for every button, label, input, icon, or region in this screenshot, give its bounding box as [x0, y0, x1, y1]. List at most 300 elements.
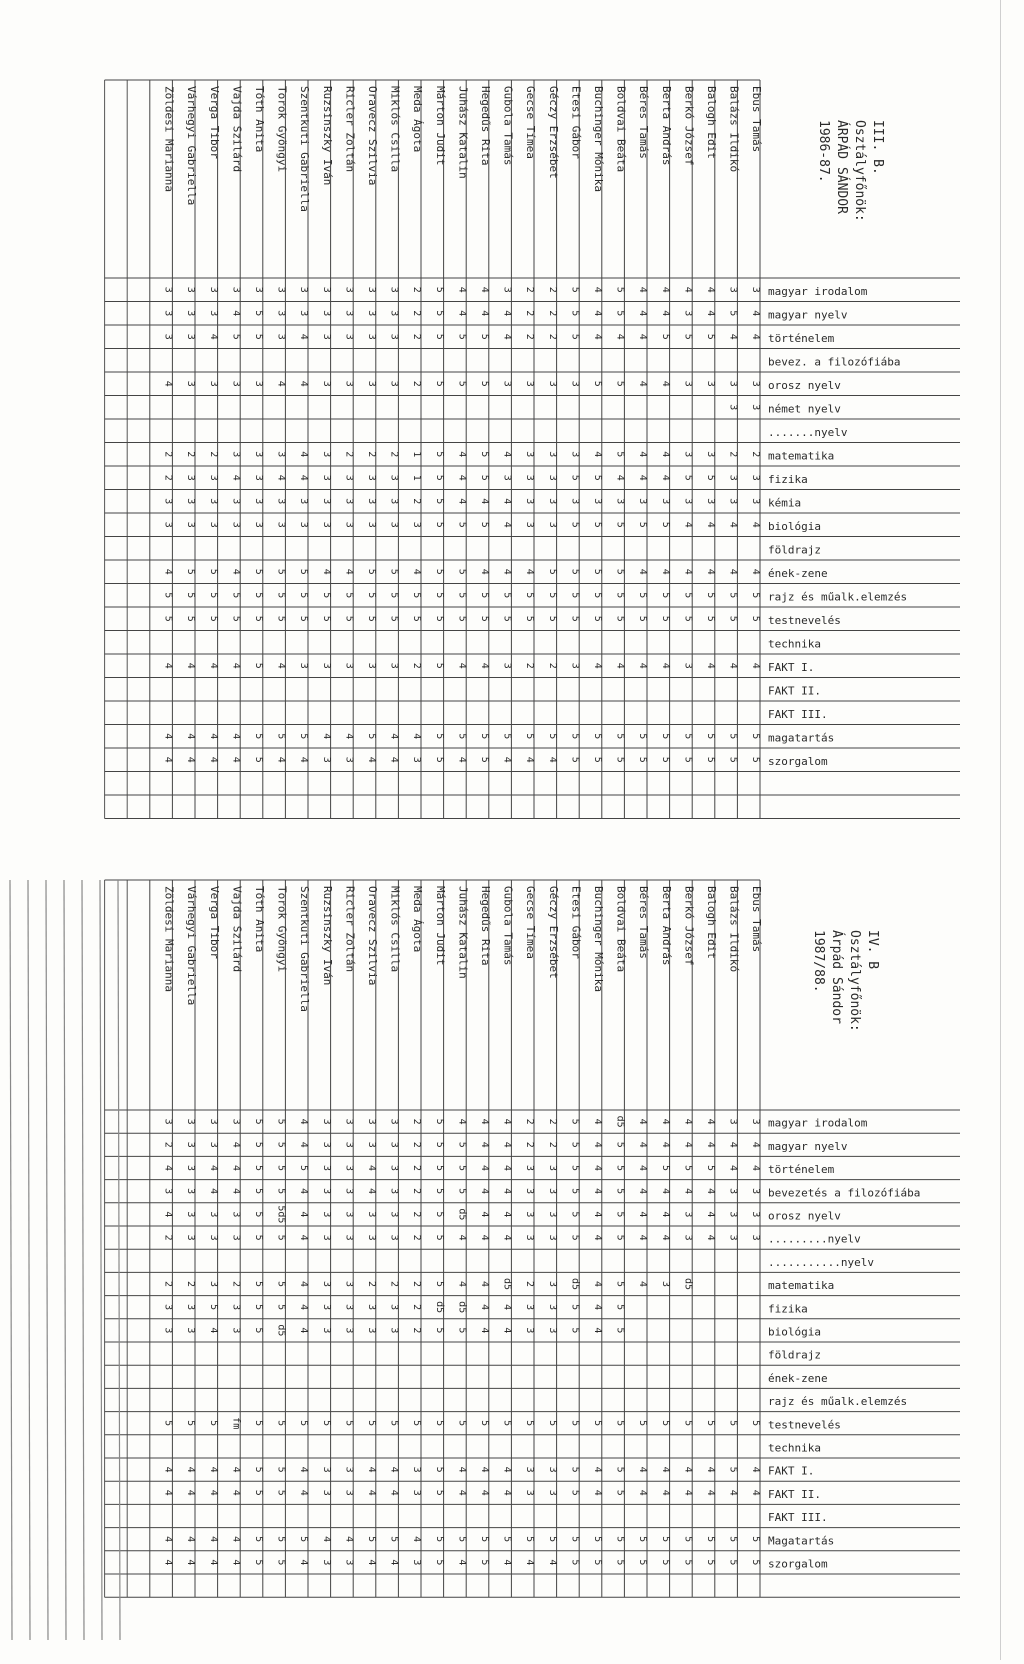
sheet1-grade-cell: 4	[592, 286, 604, 293]
sheet1-subject-label: fizika	[768, 472, 808, 486]
sheet2-subject-label: FAKT III.	[768, 1511, 828, 1525]
sheet1-grade-cell: 5	[456, 568, 468, 575]
sheet1-grade-cell: 5	[592, 756, 604, 763]
sheet2-grade-cell: 5	[569, 1141, 581, 1148]
sheet2-grade-cell: 3	[750, 1211, 762, 1218]
sheet1-student-name: Szentkuti Gabriella	[298, 86, 312, 212]
sheet1-grade-cell: 5	[207, 568, 219, 575]
sheet1-grade-cell: 3	[207, 286, 219, 293]
sheet1-grade-cell: 2	[185, 451, 197, 458]
sheet1-subject-label: testnevelés	[768, 613, 841, 627]
sheet1-grade-cell: 4	[456, 662, 468, 669]
sheet1-grade-cell: 4	[501, 568, 513, 575]
sheet1-grade-cell: 5	[659, 333, 671, 340]
sheet2-grade-cell: 3	[388, 1211, 400, 1218]
sheet1-grade-cell: 3	[253, 474, 265, 481]
sheet1-grade-cell: 5	[659, 733, 671, 740]
sheet1-grade-cell: 5	[343, 592, 355, 599]
sheet1-grade-cell: 3	[207, 380, 219, 387]
sheet2-grade-cell: 3	[207, 1234, 219, 1241]
sheet2-grade-cell: 5	[592, 1559, 604, 1566]
sheet2-grade-cell: 4	[659, 1489, 671, 1496]
sheet2-grade-cell: 4	[659, 1141, 671, 1148]
sheet1-grade-cell: 5	[479, 615, 491, 622]
sheet1-grade-cell: 3	[162, 333, 174, 340]
sheet1-grade-cell: 3	[275, 310, 287, 317]
sheet1-grade-cell: 4	[479, 498, 491, 505]
sheet1-grade-cell: 4	[343, 733, 355, 740]
sheet1-subject-label: kémia	[768, 496, 802, 510]
sheet2-subject-label: FAKT II.	[768, 1487, 821, 1501]
sheet1-grade-cell: 5	[298, 733, 310, 740]
sheet1-grade-cell: 5	[433, 286, 445, 293]
sheet1-grade-cell: 3	[524, 451, 536, 458]
sheet1-subject-label: .......nyelv	[768, 425, 848, 439]
sheet2-grade-cell: 3	[727, 1118, 739, 1125]
sheet1-subject-label: FAKT II.	[768, 684, 821, 698]
sheet1-grade-cell: 5	[750, 592, 762, 599]
sheet1-grade-cell: 4	[637, 474, 649, 481]
sheet2-grade-cell: 3	[750, 1188, 762, 1195]
sheet1-grade-cell: 4	[456, 756, 468, 763]
sheet2-grade-cell: 3	[230, 1234, 242, 1241]
sheet2-grade-cell: 5	[275, 1234, 287, 1241]
sheet2-grade-cell: 3	[682, 1234, 694, 1241]
sheet2-grade-cell: 5	[253, 1420, 265, 1427]
sheet1-grade-cell: 4	[750, 333, 762, 340]
sheet2-grade-cell: 4	[659, 1211, 671, 1218]
sheet2-grade-cell: 3	[411, 1466, 423, 1473]
sheet2-grade-cell: 4	[207, 1536, 219, 1543]
sheet1-grade-cell: 3	[501, 380, 513, 387]
sheet1-grade-cell: 3	[320, 474, 332, 481]
sheet2-grade-cell: 4	[546, 1559, 558, 1566]
sheet2-grade-cell: 5d5	[275, 1205, 287, 1224]
sheet2-grade-cell: d5	[501, 1277, 513, 1291]
sheet1-grade-cell: 5	[185, 615, 197, 622]
sheet1-grade-cell: 5	[592, 568, 604, 575]
sheet2-grade-cell: 5	[479, 1559, 491, 1566]
sheet1-grade-cell: 3	[298, 662, 310, 669]
sheet2-grade-cell: 5	[207, 1420, 219, 1427]
sheet2-grade-cell: 4	[366, 1466, 378, 1473]
sheet1-grade-cell: 4	[546, 756, 558, 763]
sheet2-grade-cell: 3	[320, 1559, 332, 1566]
sheet2-grade-cell: 3	[546, 1280, 558, 1288]
sheet2-grade-cell: 4	[705, 1118, 717, 1125]
sheet2-grade-cell: d5	[456, 1301, 468, 1314]
sheet2-grade-cell: 5	[253, 1536, 265, 1543]
sheet1-grade-cell: 3	[682, 380, 694, 387]
sheet2-grade-cell: 5	[569, 1188, 581, 1195]
sheet1-grade-cell: 5	[207, 592, 219, 599]
sheet1-grade-cell: 3	[524, 521, 536, 528]
sheet2-grade-cell: 2	[162, 1234, 174, 1241]
sheet2-grade-cell: 4	[456, 1466, 468, 1473]
sheet1-grade-cell: 3	[388, 333, 400, 340]
sheet1-student-name: Ruzsinszky Iván	[320, 86, 334, 186]
sheet1-grade-cell: 3	[388, 662, 400, 669]
sheet2-grade-cell: 5	[750, 1420, 762, 1427]
sheet1-grade-cell: 5	[546, 733, 558, 740]
sheet2-grade-cell: 4	[411, 1536, 423, 1543]
sheet2-grade-cell: 3	[388, 1234, 400, 1241]
sheet2-grade-cell: 5	[479, 1536, 491, 1543]
sheet2-grade-cell: 3	[343, 1164, 355, 1172]
sheet1-grade-cell: 3	[275, 451, 287, 458]
sheet1-grade-cell: 5	[524, 592, 536, 599]
sheet1-student-name: Zöldesi Marianna	[162, 86, 176, 192]
sheet1-grade-cell: 3	[501, 286, 513, 293]
sheet2-grade-cell: 5	[456, 1327, 468, 1334]
sheet1-grade-cell: 3	[320, 451, 332, 458]
sheet1-grade-cell: 4	[388, 756, 400, 763]
sheet1-grade-cell: 2	[162, 474, 174, 481]
sheet2-grade-cell: 5	[456, 1536, 468, 1543]
sheet1-student-name: Béres Tamás	[637, 86, 651, 159]
sheet2-grade-cell: 4	[750, 1141, 762, 1148]
sheet1-grade-cell: 4	[750, 521, 762, 528]
sheet1-grade-cell: 4	[592, 451, 604, 458]
sheet1-student-name: Boldvai Beáta	[614, 86, 628, 173]
sheet1-grade-cell: 5	[275, 615, 287, 622]
sheet1-grade-cell: 5	[185, 568, 197, 575]
sheet2-grade-cell: 4	[659, 1466, 671, 1473]
sheet2-grade-cell: 4	[366, 1164, 378, 1172]
sheet1-grade-cell: 5	[727, 733, 739, 740]
sheet1-grade-cell: 5	[433, 733, 445, 740]
sheet1-grade-cell: 4	[637, 286, 649, 293]
sheet1-grade-cell: 4	[659, 310, 671, 317]
sheet2-grade-cell: 5	[569, 1118, 581, 1125]
sheet2-grade-cell: 4	[592, 1234, 604, 1241]
sheet2-grade-cell: 4	[750, 1489, 762, 1496]
sheet2-grade-cell: 3	[388, 1188, 400, 1195]
sheet2-grade-cell: 4	[479, 1327, 491, 1334]
sheet2-student-name: Verga Tibor	[207, 886, 221, 959]
sheet1-grade-cell: 5	[456, 733, 468, 740]
sheet1-grade-cell: 5	[569, 310, 581, 317]
sheet2-grade-cell: 5	[253, 1304, 265, 1311]
sheet1-grade-cell: 5	[479, 451, 491, 458]
sheet1-grade-cell: 4	[162, 568, 174, 575]
sheet2-student-name: Berta András	[659, 886, 673, 966]
sheet2-grade-cell: 5	[275, 1489, 287, 1496]
sheet2-grade-cell: 4	[501, 1304, 513, 1311]
sheet2-grade-cell: 4	[298, 1211, 310, 1218]
sheet2-grade-cell: 4	[727, 1164, 739, 1172]
sheet1-grade-cell: 5	[637, 521, 649, 528]
sheet2-grade-cell: 4	[479, 1211, 491, 1218]
sheet2-grade-cell: 5	[207, 1304, 219, 1311]
sheet1-grade-cell: 5	[501, 733, 513, 740]
sheet2-grade-cell: 5	[614, 1536, 626, 1543]
sheet2-grade-cell: 4	[298, 1304, 310, 1311]
sheet1-grade-cell: 3	[569, 498, 581, 505]
sheet1-student-name: Várhegyi Gabriella	[185, 86, 199, 206]
sheet1-grade-cell: 4	[298, 380, 310, 387]
sheet2-grade-cell: 3	[727, 1188, 739, 1195]
sheet2-grade-cell: 3	[230, 1118, 242, 1125]
sheet2-grade-cell: 4	[479, 1141, 491, 1148]
sheet2-grade-cell: 4	[501, 1118, 513, 1125]
sheet1-grade-cell: 3	[705, 498, 717, 505]
sheet2-grade-cell: 3	[207, 1118, 219, 1125]
sheet2-grade-cell: 4	[501, 1466, 513, 1473]
sheet2-grade-cell: 5	[433, 1420, 445, 1427]
sheet1-grade-cell: 5	[682, 592, 694, 599]
sheet2-student-name: Balázs Ildikó	[727, 886, 741, 973]
sheet1-grade-cell: 3	[750, 474, 762, 481]
sheet1-grade-cell: 5	[569, 521, 581, 528]
sheet1-grade-cell: 5	[569, 286, 581, 293]
binding-rule	[100, 880, 102, 1640]
sheet2-grade-cell: 4	[524, 1559, 536, 1566]
sheet1-grade-cell: 5	[705, 756, 717, 763]
sheet2-grade-cell: 4	[705, 1234, 717, 1241]
sheet2-grade-cell: 4	[207, 1327, 219, 1334]
sheet2-grade-cell: 3	[659, 1280, 671, 1288]
sheet1-grade-cell: 4	[456, 474, 468, 481]
sheet1-grade-cell: 5	[388, 592, 400, 599]
sheet1-grade-cell: 5	[592, 380, 604, 387]
sheet2-grade-cell: 3	[343, 1211, 355, 1218]
sheet1-grade-cell: 3	[727, 286, 739, 293]
sheet1-grade-cell: 4	[682, 521, 694, 528]
sheet2-grade-cell: 4	[456, 1559, 468, 1566]
sheet1-grade-cell: 5	[456, 380, 468, 387]
sheet1-grade-cell: 5	[479, 733, 491, 740]
sheet1-grade-cell: 5	[253, 592, 265, 599]
sheet2-grade-cell: 4	[162, 1536, 174, 1543]
sheet1-grade-cell: 5	[727, 615, 739, 622]
sheet2-grade-cell: 3	[343, 1559, 355, 1566]
sheet1-grade-cell: 3	[727, 498, 739, 505]
sheet1-grade-cell: 4	[637, 568, 649, 575]
sheet2-grade-cell: 3	[320, 1489, 332, 1496]
sheet1-grade-cell: 3	[569, 451, 581, 458]
sheet2-grade-cell: d5	[275, 1324, 287, 1337]
sheet2-grade-cell: 5	[456, 1141, 468, 1148]
sheet2-grade-cell: 4	[479, 1234, 491, 1241]
sheet2-grade-cell: 2	[162, 1141, 174, 1148]
sheet1-grade-cell: 4	[750, 662, 762, 669]
sheet1-grade-cell: 5	[411, 615, 423, 622]
sheet2-student-name: Márton Judit	[433, 886, 447, 966]
sheet1-grade-cell: 5	[479, 333, 491, 340]
sheet2-grade-cell: 5	[501, 1536, 513, 1543]
sheet1-grade-cell: 5	[298, 592, 310, 599]
sheet1-grade-cell: 4	[637, 662, 649, 669]
sheet2-grade-cell: 3	[546, 1466, 558, 1473]
sheet1-grade-cell: 3	[298, 286, 310, 293]
sheet2-grade-cell: 3	[524, 1489, 536, 1496]
sheet1-grade-cell: 5	[546, 568, 558, 575]
sheet1-grade-cell: 3	[275, 498, 287, 505]
sheet1-student-name: Gecse Tímea	[524, 86, 538, 159]
sheet2-grade-cell: 3	[366, 1118, 378, 1125]
sheet2-student-name: Miklós Csilla	[388, 886, 402, 973]
sheet2-grade-cell: 4	[479, 1164, 491, 1172]
sheet2-student-name: Zöldesi Marianna	[162, 886, 176, 992]
sheet1-grade-cell: 3	[207, 474, 219, 481]
sheet1-grade-cell: 5	[659, 756, 671, 763]
sheet2-grade-cell: 3	[388, 1164, 400, 1172]
sheet2-grade-cell: 2	[230, 1280, 242, 1288]
sheet1-grade-cell: 5	[433, 310, 445, 317]
sheet1-grade-cell: 1	[411, 451, 423, 458]
sheet1-grade-cell: 3	[162, 498, 174, 505]
sheet1-grade-cell: 5	[433, 568, 445, 575]
sheet2-student-name: Hegedűs Rita	[479, 886, 493, 966]
sheet1-grade-cell: 4	[705, 286, 717, 293]
sheet2-grade-cell: 4	[207, 1188, 219, 1195]
sheet2-grade-cell: 5	[727, 1466, 739, 1473]
sheet2-student-name: Boldvai Beáta	[614, 886, 628, 973]
sheet2-grade-cell: 4	[592, 1304, 604, 1311]
sheet1-grade-cell: 5	[456, 592, 468, 599]
sheet1-grade-cell: 5	[705, 615, 717, 622]
sheet2-subject-label: testnevelés	[768, 1418, 841, 1432]
sheet1-grade-cell: 5	[614, 380, 626, 387]
sheet1-grade-cell: 3	[298, 310, 310, 317]
sheet1-grade-cell: 4	[162, 756, 174, 763]
sheet2-grade-cell: 3	[546, 1304, 558, 1311]
sheet1-grade-cell: 3	[705, 380, 717, 387]
sheet1-grade-cell: 3	[343, 310, 355, 317]
sheet1-grade-cell: 4	[366, 756, 378, 763]
sheet2-grade-cell: 3	[546, 1188, 558, 1195]
sheet1-grade-cell: 3	[343, 521, 355, 528]
sheet2-grade-cell: 4	[479, 1304, 491, 1311]
sheet2-grade-cell: 5	[727, 1420, 739, 1427]
sheet1-grade-cell: 3	[750, 404, 762, 411]
sheet1-grade-cell: 4	[750, 568, 762, 575]
sheet2-grade-cell: 5	[569, 1466, 581, 1473]
sheet1-grade-cell: 3	[750, 498, 762, 505]
sheet2-grade-cell: 3	[320, 1466, 332, 1473]
sheet1-grade-cell: 5	[614, 592, 626, 599]
sheet2-grade-cell: 5	[433, 1211, 445, 1218]
sheet2-grade-cell: 3	[343, 1234, 355, 1241]
sheet1-grade-cell: 4	[659, 474, 671, 481]
sheet2-grade-cell: 5	[275, 1420, 287, 1427]
sheet1-grade-cell: 5	[433, 474, 445, 481]
sheet2-grade-cell: 3	[366, 1211, 378, 1218]
sheet2-grade-cell: 4	[230, 1489, 242, 1496]
sheet2-grade-cell: 4	[682, 1118, 694, 1125]
sheet1-grade-cell: 3	[366, 333, 378, 340]
sheet2-grade-cell: 5	[433, 1188, 445, 1195]
sheet1-grade-cell: 4	[207, 333, 219, 340]
sheet1-grade-cell: 5	[433, 380, 445, 387]
sheet2-grade-cell: 5	[275, 1188, 287, 1195]
sheet1-student-name: Ricler Zoltán	[343, 86, 357, 173]
sheet2-grade-cell: 4	[456, 1489, 468, 1496]
sheet1-grade-cell: 3	[388, 310, 400, 317]
sheet2-subject-label: magyar nyelv	[768, 1139, 848, 1153]
sheet2-grade-cell: 2	[388, 1280, 400, 1288]
sheet1-grade-cell: 3	[682, 498, 694, 505]
sheet1-grade-cell: 4	[479, 662, 491, 669]
sheet1-grade-cell: 5	[185, 592, 197, 599]
sheet1-grade-cell: 3	[320, 380, 332, 387]
sheet1-grade-cell: 4	[592, 310, 604, 317]
sheet2-student-name: Meda Ágota	[411, 886, 425, 953]
sheet2-grade-cell: 3	[546, 1327, 558, 1334]
sheet2-grade-cell: 3	[546, 1164, 558, 1172]
sheet2-grade-cell: 5	[614, 1141, 626, 1148]
sheet2-grade-cell: 4	[592, 1489, 604, 1496]
sheet1-grade-cell: 4	[230, 733, 242, 740]
sheet1-grade-cell: 4	[230, 568, 242, 575]
sheet1-grade-cell: 5	[253, 310, 265, 317]
sheet2-student-name: Juhász Katalin	[456, 886, 470, 979]
sheet1-grade-cell: 3	[253, 286, 265, 293]
sheet1-grade-cell: 5	[433, 592, 445, 599]
sheet1-grade-cell: 3	[569, 662, 581, 669]
sheet2-grade-cell: 2	[411, 1280, 423, 1288]
sheet1-grade-cell: 4	[207, 662, 219, 669]
sheet1-grade-cell: 5	[614, 756, 626, 763]
sheet2-grade-cell: 4	[366, 1559, 378, 1566]
sheet2-grade-cell: 3	[524, 1327, 536, 1334]
sheet1-subject-label: orosz nyelv	[768, 378, 841, 392]
sheet1-grade-cell: 4	[637, 451, 649, 458]
sheet1-grade-cell: 3	[366, 662, 378, 669]
sheet1-grade-cell: 5	[682, 756, 694, 763]
sheet1-grade-cell: 3	[569, 380, 581, 387]
sheet1-grade-cell: 5	[433, 498, 445, 505]
sheet2-grade-cell: 3	[207, 1280, 219, 1288]
sheet2-grade-cell: 5	[682, 1420, 694, 1427]
sheet1-grade-cell: 4	[727, 521, 739, 528]
sheet2-grade-cell: 4	[750, 1466, 762, 1473]
sheet2-grade-cell: 3	[411, 1489, 423, 1496]
sheet2-grade-cell: 2	[546, 1141, 558, 1148]
sheet1-grade-cell: 3	[162, 286, 174, 293]
sheet2-grade-cell: 5	[433, 1164, 445, 1172]
sheet2-grade-cell: 5	[750, 1559, 762, 1566]
sheet1-grade-cell: 4	[637, 380, 649, 387]
sheet2-grade-cell: 4	[366, 1489, 378, 1496]
sheet1-grade-cell: 5	[705, 333, 717, 340]
sheet2-grade-cell: 2	[366, 1280, 378, 1288]
sheet2-grade-cell: 4	[501, 1188, 513, 1195]
sheet1-grade-cell: 4	[275, 662, 287, 669]
sheet1-grade-cell: 3	[253, 498, 265, 505]
sheet1-subject-label: matematika	[768, 449, 835, 463]
sheet1-subject-label: magyar irodalom	[768, 284, 868, 298]
sheet1-grade-cell: 3	[524, 474, 536, 481]
sheet1-student-name: Juhász Katalin	[456, 86, 470, 179]
sheet1-grade-cell: 4	[320, 733, 332, 740]
sheet1-grade-cell: 5	[501, 592, 513, 599]
sheet1-grade-cell: 5	[637, 592, 649, 599]
sheet2-grade-cell: 3	[343, 1466, 355, 1473]
sheet1-grade-cell: 5	[569, 333, 581, 340]
sheet2-grade-cell: 4	[185, 1489, 197, 1496]
sheet2-grade-cell: 2	[524, 1118, 536, 1125]
sheet2-grade-cell: 4	[298, 1327, 310, 1334]
sheet2-grade-cell: 4	[637, 1188, 649, 1195]
sheet2-grade-cell: 4	[659, 1234, 671, 1241]
sheet2-grade-cell: 5	[433, 1536, 445, 1543]
sheet2-grade-cell: 4	[682, 1466, 694, 1473]
sheet2-grade-cell: 5	[253, 1118, 265, 1125]
sheet2-grade-cell: 3	[320, 1164, 332, 1172]
sheet2-grade-cell: 2	[524, 1141, 536, 1148]
